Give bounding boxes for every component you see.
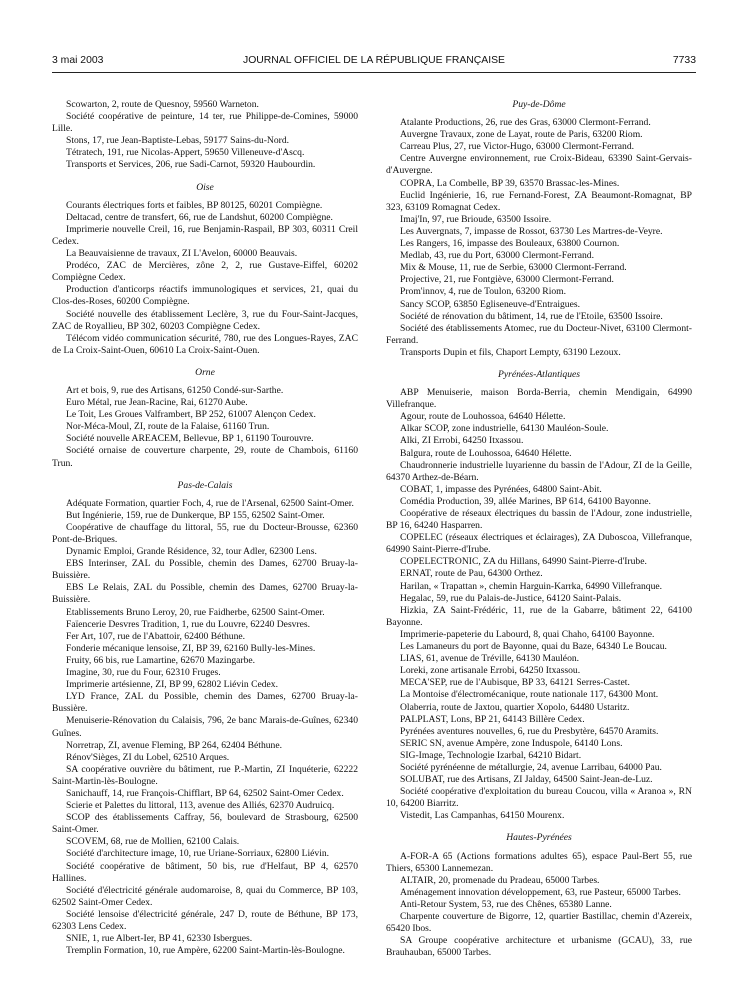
list-entry: ABP Menuiserie, maison Borda-Berria, chemin Mendigain, 64990 Villefranque. <box>386 387 692 411</box>
list-entry: Euclid Ingénierie, 16, rue Fernand-Forest, ZA Beaumont-Romagnat, BP 323, 63109 Romagnat Cedex. <box>386 189 692 213</box>
list-entry: COBAT, 1, impasse des Pyrénées, 64800 Saint-Abit. <box>400 483 602 495</box>
list-entry: ERNAT, route de Pau, 64300 Orthez. <box>400 568 543 580</box>
list-entry: Imprimerie nouvelle Creil, 16, rue Benjamin-Raspail, BP 303, 60311 Creil Cedex. <box>52 223 358 247</box>
list-entry: La Beauvaisienne de travaux, ZI L'Avelon, 60000 Beauvais. <box>66 248 298 260</box>
list-entry: Télécom vidéo communication sécurité, 780, rue des Longues-Rayes, ZAC de La Croix-Saint-Ouen, 60610 La Croix-Saint-Ouen. <box>52 332 358 356</box>
list-entry: Projective, 21, rue Fontgiève, 63000 Clermont-Ferrand. <box>400 274 614 286</box>
list-entry: Etablissements Bruno Leroy, 20, rue Faidherbe, 62500 Saint-Omer. <box>66 606 325 618</box>
section-heading: Oise <box>196 181 214 193</box>
list-entry: Aménagement innovation développement, 63, rue Pasteur, 65000 Tarbes. <box>400 886 681 898</box>
list-entry: PALPLAST, Lons, BP 21, 64143 Billère Cedex. <box>400 713 585 725</box>
list-entry: Anti-Retour System, 53, rue des Chênes, 65380 Lanne. <box>400 898 612 910</box>
list-entry: MECA'SEP, rue de l'Aubisque, BP 33, 64121 Serres-Castet. <box>400 677 630 689</box>
header-title: JOURNAL OFFICIEL DE LA RÉPUBLIQUE FRANÇAISE <box>243 55 505 66</box>
list-entry: Chaudronnerie industrielle luyarienne du bassin de l'Adour, ZI de la Geille, 64370 Arthez-de-Béarn. <box>386 459 692 483</box>
list-entry: Société de rénovation du bâtiment, 14, rue de l'Etoile, 63500 Issoire. <box>400 310 663 322</box>
list-entry: Courants électriques forts et faibles, BP 80125, 60201 Compiègne. <box>66 199 323 211</box>
list-entry: Hegalac, 59, rue du Palais-de-Justice, 64120 Saint-Palais. <box>400 592 622 604</box>
list-entry: EBS Interinser, ZAL du Possible, chemin des Dames, 62700 Bruay-la-Buissière. <box>52 558 358 582</box>
section-heading: Orne <box>195 366 215 378</box>
list-entry: Euro Métal, rue Jean-Racine, Rai, 61270 Aube. <box>66 397 248 409</box>
section-heading: Puy-de-Dôme <box>512 99 566 110</box>
list-entry: Pyrénées aventures nouvelles, 6, rue du Presbytère, 64570 Aramits. <box>400 725 659 737</box>
section-heading: Pas-de-Calais <box>177 479 233 491</box>
list-entry: Atalante Productions, 26, rue des Gras, 63000 Clermont-Ferrand. <box>400 117 651 129</box>
list-entry: Menuiserie-Rénovation du Calaisis, 796, 2e banc Marais-de-Guînes, 62340 Guînes. <box>52 715 358 739</box>
list-entry: EBS Le Relais, ZAL du Possible, chemin des Dames, 62700 Bruay-la-Buissière. <box>52 582 358 606</box>
list-entry: Stons, 17, rue Jean-Baptiste-Lebas, 59177 Sains-du-Nord. <box>66 135 290 147</box>
list-entry: Scowarton, 2, route de Quesnoy, 59560 Warneton. <box>66 99 259 110</box>
list-entry: LYD France, ZAL du Possible, chemin des Dames, 62700 Bruay-la-Bussière. <box>52 691 358 715</box>
list-entry: SCOP des établissements Caffray, 56, boulevard de Strasbourg, 62500 Saint-Omer. <box>52 812 358 836</box>
page-header <box>52 55 696 71</box>
list-entry: Dynamic Emploi, Grande Résidence, 32, tour Adler, 62300 Lens. <box>66 546 317 558</box>
list-entry: Transports et Services, 206, rue Sadi-Carnot, 59320 Haubourdin. <box>66 159 316 171</box>
list-entry: Imaj'In, 97, rue Brioude, 63500 Issoire. <box>400 213 552 225</box>
list-entry: Société lensoise d'électricité générale, 247 D, route de Béthune, BP 173, 62303 Lens Cedex. <box>52 908 358 932</box>
list-entry: Comédia Production, 39, allée Marines, BP 614, 64100 Bayonne. <box>400 495 651 507</box>
list-entry: Alki, ZI Errobi, 64250 Itxassou. <box>400 435 524 447</box>
list-entry: Société coopérative de bâtiment, 50 bis, rue d'Helfaut, BP 4, 62570 Hallines. <box>52 860 358 884</box>
section-heading: Hautes-Pyrénées <box>506 832 572 844</box>
list-entry: Société coopérative de peinture, 14 ter, rue Philippe-de-Comines, 59000 Lille. <box>52 111 358 135</box>
list-entry: Hizkia, ZA Saint-Frédéric, 11, rue de la Gabarre, bâtiment 22, 64100 Bayonne. <box>386 604 692 628</box>
list-entry: SOLUBAT, rue des Artisans, ZI Jalday, 64500 Saint-Jean-de-Luz. <box>400 774 653 786</box>
list-entry: Alkar SCOP, zone industrielle, 64130 Mauléon-Soule. <box>400 423 609 435</box>
list-entry: Imprimerie-papeterie du Labourd, 8, quai Chaho, 64100 Bayonne. <box>400 628 655 640</box>
list-entry: Tétratech, 191, rue Nicolas-Appert, 59650 Villeneuve-d'Ascq. <box>66 147 305 159</box>
list-entry: Sanichauff, 14, rue François-Chifflart, BP 64, 62502 Saint-Omer Cedex. <box>66 787 344 799</box>
list-entry: Balgura, route de Louhossoa, 64640 Hélette. <box>400 447 572 459</box>
list-entry: Coopérative de réseaux électriques du bassin de l'Adour, zone industrielle, BP 16, 64240 Hasparren. <box>386 508 692 532</box>
list-entry: SNIE, 1, rue Albert-Ier, BP 41, 62330 Isbergues. <box>66 933 253 945</box>
list-entry: Société nouvelle des établissement Leclère, 3, rue du Four-Saint-Jacques, ZAC de Royallieu, BP 302, 60203 Compiègne Cedex. <box>52 308 358 332</box>
list-entry: Charpente couverture de Bigorre, 12, quartier Bastillac, chemin d'Azereix, 65420 Ibos. <box>386 911 692 935</box>
list-entry: Carreau Plus, 27, rue Victor-Hugo, 63000 Clermont-Ferrand. <box>400 141 635 153</box>
header-rule <box>52 72 696 73</box>
list-entry: Fer Art, 107, rue de l'Abattoir, 62400 Béthune. <box>66 630 246 642</box>
list-entry: A-FOR-A 65 (Actions formations adultes 65), espace Paul-Bert 55, rue Thiers, 65300 Lannemezan. <box>386 850 692 874</box>
list-entry: Société des établissements Atomec, rue du Docteur-Nivet, 63100 Clermont-Ferrand. <box>386 322 692 346</box>
list-entry: Nor-Méca-Moul, ZI, route de la Falaise, 61160 Trun. <box>66 421 270 433</box>
list-entry: Adéquate Formation, quartier Foch, 4, rue de l'Arsenal, 62500 Saint-Omer. <box>66 497 354 509</box>
list-entry: Scierie et Palettes du littoral, 113, avenue des Alliés, 62370 Audruicq. <box>66 800 335 812</box>
list-entry: Agour, route de Louhossoa, 64640 Hélette. <box>400 411 566 423</box>
list-entry: But Ingénierie, 159, rue de Dunkerque, BP 155, 62502 Saint-Omer. <box>66 509 325 521</box>
list-entry: Transports Dupin et fils, Chaport Lempty, 63190 Lezoux. <box>400 346 621 358</box>
list-entry: SCOVEM, 68, rue de Mollien, 62100 Calais. <box>66 836 240 848</box>
list-entry: Harilan, « Trapattan », chemin Harguin-Karrka, 64990 Villefranque. <box>400 580 663 592</box>
right-column <box>386 99 692 959</box>
list-entry: Loreki, zone artisanale Errobi, 64250 Itxassou. <box>400 665 581 677</box>
list-entry: Imprimerie artésienne, ZI, BP 99, 62802 Liévin Cedex. <box>66 679 278 691</box>
list-entry: SIG-Image, Technologie Izarbal, 64210 Bidart. <box>400 749 582 761</box>
list-entry: Fonderie mécanique lensoise, ZI, BP 39, 62160 Bully-les-Mines. <box>66 642 316 654</box>
list-entry: Société ornaise de couverture charpente, 29, route de Chambois, 61160 Trun. <box>52 445 358 469</box>
list-entry: Sancy SCOP, 63850 Egliseneuve-d'Entraigues. <box>400 298 580 310</box>
list-entry: Les Auvergnats, 7, impasse de Rossot, 63730 Les Martres-de-Veyre. <box>400 225 663 237</box>
header-date: 3 mai 2003 <box>52 55 104 66</box>
list-entry: Mix & Mouse, 11, rue de Serbie, 63000 Clermont-Ferrand. <box>400 262 627 274</box>
list-entry: SERIC SN, avenue Ampère, zone Induspole, 64140 Lons. <box>400 737 623 749</box>
list-entry: Société d'électricité générale audomaroise, 8, quai du Commerce, BP 103, 62502 Saint-Omer Cedex. <box>52 884 358 908</box>
list-entry: Le Toit, Les Groues Valframbert, BP 252, 61007 Alençon Cedex. <box>66 409 316 421</box>
section-heading: Pyrénées-Atlantiques <box>497 368 581 380</box>
list-entry: Olaberria, route de Jaxtou, quartier Xopolo, 64480 Ustaritz. <box>400 701 630 713</box>
list-entry: COPELECTRONIC, ZA du Hillans, 64990 Saint-Pierre-d'Irube. <box>400 556 647 568</box>
list-entry: Prodéco, ZAC de Mercières, zône 2, 2, rue Gustave-Eiffel, 60202 Compiègne Cedex. <box>52 260 358 284</box>
list-entry: Fruity, 66 bis, rue Lamartine, 62670 Mazingarbe. <box>66 654 256 666</box>
list-entry: La Montoise d'électromécanique, route nationale 117, 64300 Mont. <box>400 689 659 701</box>
list-entry: Rénov'Sièges, ZI du Lobel, 62510 Arques. <box>66 751 230 763</box>
list-entry: Faïencerie Desvres Tradition, 1, rue du Louvre, 62240 Desvres. <box>66 618 311 630</box>
list-entry: SA coopérative ouvrière du bâtiment, rue P.-Martin, ZI Inquéterie, 62222 Saint-Martin-lès-Boulogne. <box>52 763 358 787</box>
list-entry: COPELEC (réseaux électriques et éclairages), ZA Duboscoa, Villefranque, 64990 Saint-Pierre-d'Irube. <box>386 532 692 556</box>
list-entry: Vistedit, Las Campanhas, 64150 Mourenx. <box>400 810 565 822</box>
header-page-number: 7733 <box>672 55 696 66</box>
list-entry: COPRA, La Combelle, BP 39, 63570 Brassac-les-Mines. <box>400 177 620 189</box>
list-entry: Auvergne Travaux, zone de Layat, route de Paris, 63200 Riom. <box>400 129 643 141</box>
list-entry: Société pyrénéenne de métallurgie, 24, avenue Larribau, 64000 Pau. <box>400 761 662 773</box>
list-entry: Société coopérative d'exploitation du bureau Coucou, villa « Aranoa », RN 10, 64200 Biarritz. <box>386 786 692 810</box>
list-entry: ALTAIR, 20, promenade du Pradeau, 65000 Tarbes. <box>400 874 600 886</box>
list-entry: Production d'anticorps réactifs immunologiques et services, 21, quai du Clos-des-Roses, 60200 Compiègne. <box>52 284 358 308</box>
list-entry: Deltacad, centre de transfert, 66, rue de Landshut, 60200 Compiègne. <box>66 211 333 223</box>
list-entry: SA Groupe coopérative architecture et urbanisme (GCAU), 33, rue Brauhauban, 65000 Tarbes. <box>386 935 692 959</box>
left-column <box>52 99 358 957</box>
list-entry: Imagine, 30, rue du Four, 62310 Fruges. <box>66 667 221 679</box>
list-entry: Société d'architecture image, 10, rue Uriane-Sorriaux, 62800 Liévin. <box>66 848 330 860</box>
list-entry: Art et bois, 9, rue des Artisans, 61250 Condé-sur-Sarthe. <box>66 384 284 396</box>
list-entry: Norretrap, ZI, avenue Fleming, BP 264, 62404 Béthune. <box>66 739 282 751</box>
list-entry: Medlab, 43, rue du Port, 63000 Clermont-Ferrand. <box>400 250 594 262</box>
list-entry: Tremplin Formation, 10, rue Ampère, 62200 Saint-Martin-lès-Boulogne. <box>66 945 345 957</box>
list-entry: LIAS, 61, avenue de Tréville, 64130 Mauléon. <box>400 653 580 665</box>
list-entry: Prom'innov, 4, rue de Toulon, 63200 Riom. <box>400 286 567 298</box>
list-entry: Coopérative de chauffage du littoral, 55, rue du Docteur-Brousse, 62360 Pont-de-Briques. <box>52 521 358 545</box>
list-entry: Les Lamaneurs du port de Bayonne, quai du Baze, 64340 Le Boucau. <box>400 641 667 653</box>
list-entry: Centre Auvergne environnement, rue Croix-Bideau, 63390 Saint-Gervais-d'Auvergne. <box>386 153 692 177</box>
list-entry: Société nouvelle AREACEM, Bellevue, BP 1, 61190 Tourouvre. <box>66 433 314 445</box>
list-entry: Les Rangers, 16, impasse des Bouleaux, 63800 Cournon. <box>400 238 620 250</box>
